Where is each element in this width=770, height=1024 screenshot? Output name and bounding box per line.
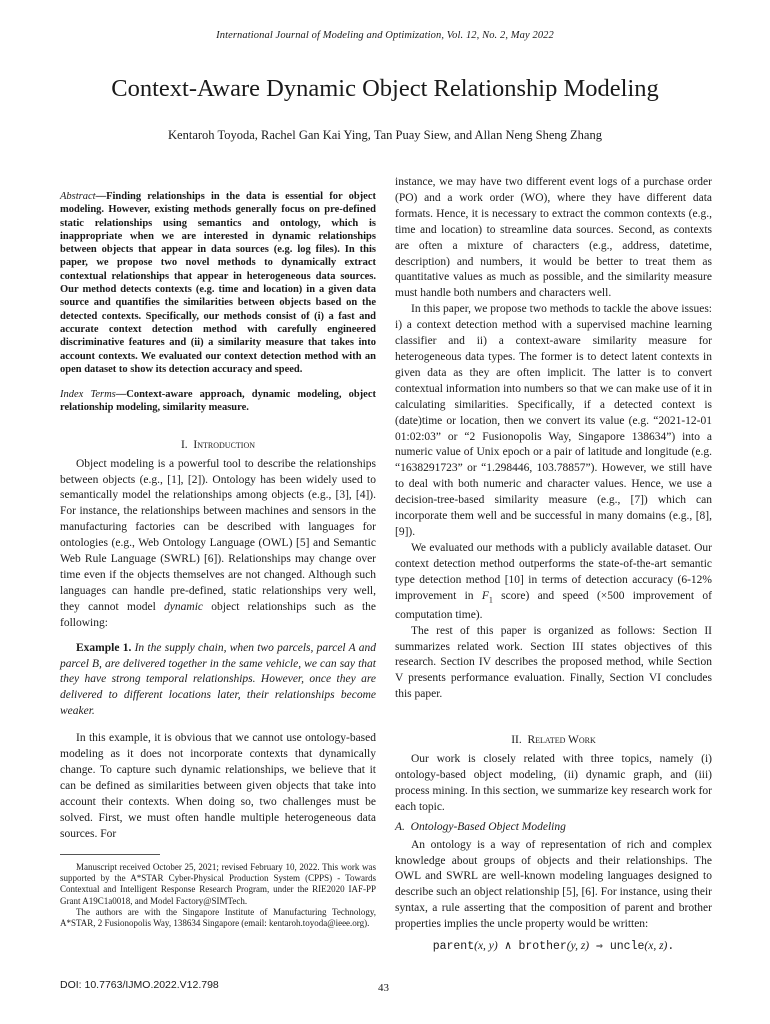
intro-p1-text: Object modeling is a powerful tool to describe the relationships between objects (e.g., [1], [2]). Ontology has been widely used to semantically model the relationships among objects (e.g., [3], [4]). For instance, the relationships between machines and sensors in the manufacturing factories can be described with languages for ontologies (e.g., Web Ontology Language (OWL) [5] and Semantic Web Rule Language (SWRL) [6]). Relationships may change over time even if the objects themselves are not changed. Although such languages can handle pre-defined, static relationships very well, they cannot model	[60, 457, 376, 613]
intro-evaluation-paragraph	[395, 541, 712, 624]
index-terms	[60, 388, 376, 415]
abstract-text: —Finding relationships in the data is essential for object modeling. However, existing methods generally focus on pre-defined static relationships using semantics and ontology, which is inappropriate when we are interested in dynamic relationships between objects that appear in data sources (e.g. log files). In this paper, we propose two novel methods to dynamically extract contextual relationships that appear in heterogeneous data sources. Our method detects contexts (e.g. time and location) in a given data source and quantifies the similarities between objects based on the detected contexts. Specifically, our methods consist of (i) a fast and accurate context detection method with carefully engineered discriminative features and (ii) a similarity measure that takes into account contexts. We evaluated our context detection method with an open dataset to show its detection accuracy and speed.	[60, 191, 376, 375]
formula-args-3: (x, z)	[644, 940, 668, 953]
intro-paragraph-2: In this example, it is obvious that we cannot use ontology-based modeling as it does not incorporate contexts that dynamically change. To capture such dynamic relationships, we believe that it can be defined as similarities between given objects that take into account their contexts. When doing so, two challenges must be solved. First, we must often handle multiple heterogeneous data sources. For	[60, 732, 376, 840]
eval-text-a: We evaluated our methods with a publicly available dataset. Our context detection method outperforms the state-of-the-art semantic type detection method [10] in terms of detection accuracy (6-12% improvement in	[395, 541, 712, 602]
abstract-lead: Abstract	[60, 191, 96, 202]
example-label: Example 1.	[76, 641, 132, 654]
section-1-title: Introduction	[193, 438, 256, 451]
formula-args-1: (x, y)	[474, 940, 498, 953]
section-2-number: II.	[511, 734, 522, 747]
formula-args-2: (y, z)	[566, 940, 590, 953]
footnote-rule	[60, 854, 160, 855]
formula-brother: brother	[518, 940, 567, 954]
intro-p1-end: object relationships such as the following:	[60, 600, 376, 629]
intro-p1-emphasis: dynamic	[164, 600, 204, 613]
example-1	[60, 641, 376, 721]
right-column	[395, 175, 712, 955]
f-score-symbol: F	[481, 589, 489, 602]
footnote-manuscript: Manuscript received October 25, 2021; revised February 10, 2022. This work was supported by the A*STAR Cyber-Physical Production System (CPPS) - Towards Contextual and Intelligent Response Research Program, under the RIE2020 IAF-PP Grant A19C1a0018, and Model Factory@SIMTech.	[60, 862, 376, 906]
intro-methods-paragraph: In this paper, we propose two methods to tackle the above issues: i) a context detection method with a supervised machine learning classifier and ii) a context-aware similarity measure for heterogeneous data types. The former is to detect latent contexts in given data as they are often implicit. The latter is to convert contextual information into numbers so that we can make use of it in calculating similarities. Specifically, if a detected context is (date)time or location, then we convert its value (e.g. “2021-12-01 01:02:03” or “2 Fusionopolis Way, Singapore 138634”) into a numeric value of Unix epoch or a pair of latitude and longitude (e.g. “1638291723” or “1.298446, 103.78857”). However, we still have to deal with both numeric and character values. Hence, we use a decision-tree-based similarity measure (e.g., [7]) which can incorporate them well and be successful in many domains (e.g., [8], [9]).	[395, 303, 712, 538]
footnote-affiliation: The authors are with the Singapore Institute of Manufacturing Technology, A*STAR, 2 Fusionopolis Way, 138634 Singapore (email: kentaroh.toyoda@ieee.org).	[60, 906, 376, 929]
section-2-title: Related Work	[527, 734, 596, 747]
left-column	[60, 190, 376, 843]
section-2-heading	[395, 733, 712, 749]
intro-continued: instance, we may have two different event logs of a purchase order (PO) and a work order (WO), where they have different data formats. Hence, it is necessary to extract the common contexts (e.g., time and location) to streamline data sources. Second, as contexts are often a mixture of characters (e.g., address, datetime, description) and numbers, it would be better to treat them as quantitative values as much as possible, and the similarity measure must handle both numbers and characters well.	[395, 176, 712, 300]
section-1-heading	[60, 438, 376, 454]
abstract	[60, 190, 376, 376]
f-score-subscript: 1	[488, 594, 493, 604]
formula-end: .	[667, 940, 675, 954]
subsection-a-title: Ontology-Based Object Modeling	[410, 820, 566, 833]
related-work-paragraph: Our work is closely related with three topics, namely (i) ontology-based object modeling, (ii) dynamic graph, and (iii) process mining. In this section, we summarize key research work for each topic.	[395, 753, 712, 813]
author-list: Kentaroh Toyoda, Rachel Gan Kai Ying, Tan Puay Siew, and Allan Neng Sheng Zhang	[168, 128, 602, 142]
journal-header: International Journal of Modeling and Optimization, Vol. 12, No. 2, May 2022	[216, 30, 554, 41]
intro-organization-paragraph: The rest of this paper is organized as follows: Section II summarizes related work. Section III states objectives of this research. Section IV describes the proposed method, while Section V presents performance evaluation. Finally, Section VI concludes this paper.	[395, 624, 712, 701]
example-text: In the supply chain, when two parcels, parcel A and parcel B, are delivered together in the same vehicle, we can say that they have strong temporal relationships. However, once they are delivered to different locations later, their relationships become weaker.	[60, 641, 376, 718]
subsection-a-heading	[395, 820, 712, 836]
intro-paragraph-1	[60, 457, 376, 632]
eval-text-b: score) and speed (×500 improvement of computation time).	[395, 589, 712, 621]
index-terms-lead: Index Terms	[60, 389, 116, 401]
ontology-paragraph: An ontology is a way of representation of rich and complex knowledge about groups of objects and their relationships. The OWL and SWRL are well-known modeling languages designed to describe such an object relationship [5], [6]. For instance, using their syntax, a rule asserting that the composition of parent and brother properties implies the uncle property would be written:	[395, 838, 712, 931]
section-1-number: I.	[180, 438, 188, 451]
formula-implies: ⇒	[589, 940, 610, 954]
paper-title: Context-Aware Dynamic Object Relationship Modeling	[111, 75, 659, 102]
subsection-a-number: A.	[395, 820, 405, 833]
page-number: 43	[378, 982, 389, 994]
doi: DOI: 10.7763/IJMO.2022.V12.798	[60, 979, 219, 991]
formula-parent: parent	[432, 940, 475, 954]
formula-and: ∧	[497, 940, 519, 954]
rule-formula	[395, 939, 712, 955]
footnote	[60, 862, 376, 929]
index-terms-text: —Context-aware approach, dynamic modeling, object relationship modeling, similarity measure.	[60, 389, 376, 414]
formula-uncle: uncle	[609, 940, 645, 954]
